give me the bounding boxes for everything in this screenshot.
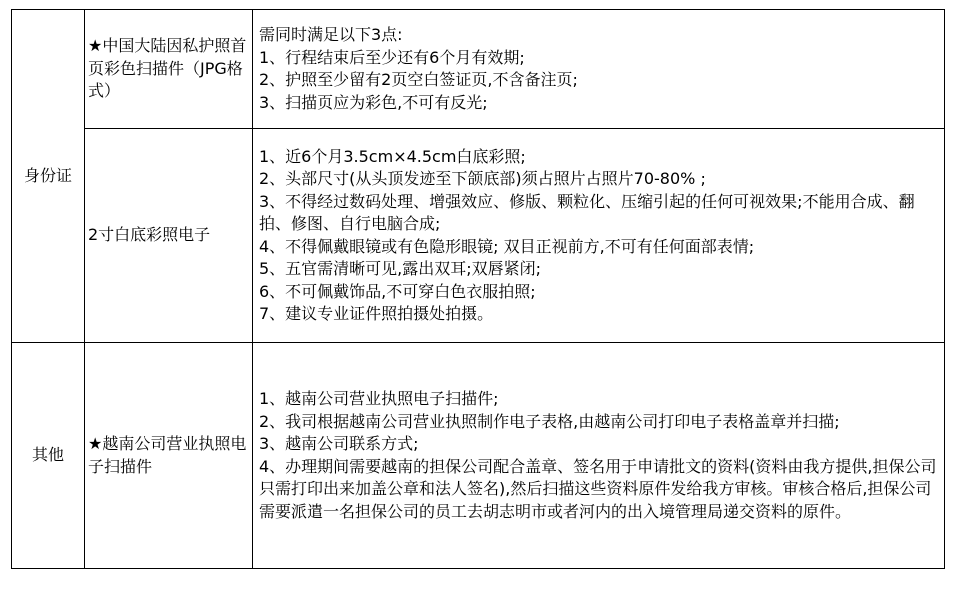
requirements-cell — [253, 343, 945, 569]
requirement-line: 1、越南公司营业执照电子扫描件; — [259, 389, 499, 408]
requirement-line: 7、建议专业证件照拍摄处拍摄。 — [259, 304, 494, 323]
requirement-line: 2、我司根据越南公司营业执照制作电子表格,由越南公司打印电子表格盖章并扫描; — [259, 411, 840, 431]
requirement-line: 1、行程结束后至少还有6个月有效期; — [259, 47, 525, 67]
table-row — [12, 343, 945, 569]
requirement-line: 需同时满足以下3点: — [259, 25, 403, 44]
requirements-cell — [253, 129, 945, 343]
table-row — [12, 129, 945, 343]
requirements-cell — [253, 10, 945, 129]
requirement-line: 6、不可佩戴饰品,不可穿白色衣服拍照; — [259, 281, 536, 301]
requirements-table — [11, 9, 945, 569]
requirement-line: 3、不得经过数码处理、增强效应、修版、颗粒化、压缩引起的任何可视效果;不能用合成、翻拍、修图、自行电脑合成; — [259, 191, 915, 233]
requirement-line: 3、越南公司联系方式; — [259, 434, 419, 453]
requirement-line: 4、办理期间需要越南的担保公司配合盖章、签名用于申请批文的资料(资料由我方提供,担保公司只需打印出来加盖公章和法人签名),然后扫描这些资料原件发给我方审核。审核合格后,担保公司需要派遣一名担保公司的员工去胡志明市或者河内的出入境管理局递交资料的原件。 — [259, 456, 937, 521]
requirement-line: 5、五官需清晰可见,露出双耳;双唇紧闭; — [259, 259, 542, 278]
table-row — [12, 10, 945, 129]
item-name: ★越南公司营业执照电子扫描件 — [88, 434, 247, 476]
item-name-cell — [85, 129, 253, 343]
requirement-line: 2、头部尺寸(从头顶发迹至下颌底部)须占照片占照片70-80% ; — [259, 169, 706, 188]
item-name-cell — [85, 343, 253, 569]
category-cell — [12, 343, 85, 569]
category-label: 其他 — [31, 445, 64, 465]
requirement-line: 4、不得佩戴眼镜或有色隐形眼镜; 双目正视前方,不可有任何面部表情; — [259, 236, 755, 256]
requirement-line: 1、近6个月3.5cm×4.5cm白底彩照; — [259, 146, 526, 166]
requirement-line: 2、护照至少留有2页空白签证页,不含备注页; — [259, 70, 578, 89]
item-name: ★中国大陆因私护照首页彩色扫描件（JPG格式） — [88, 36, 247, 101]
requirement-line: 3、扫描页应为彩色,不可有反光; — [259, 92, 488, 112]
category-cell — [12, 10, 85, 343]
item-name: 2寸白底彩照电子 — [88, 225, 211, 245]
category-label: 身份证 — [23, 165, 72, 185]
item-name-cell — [85, 10, 253, 129]
